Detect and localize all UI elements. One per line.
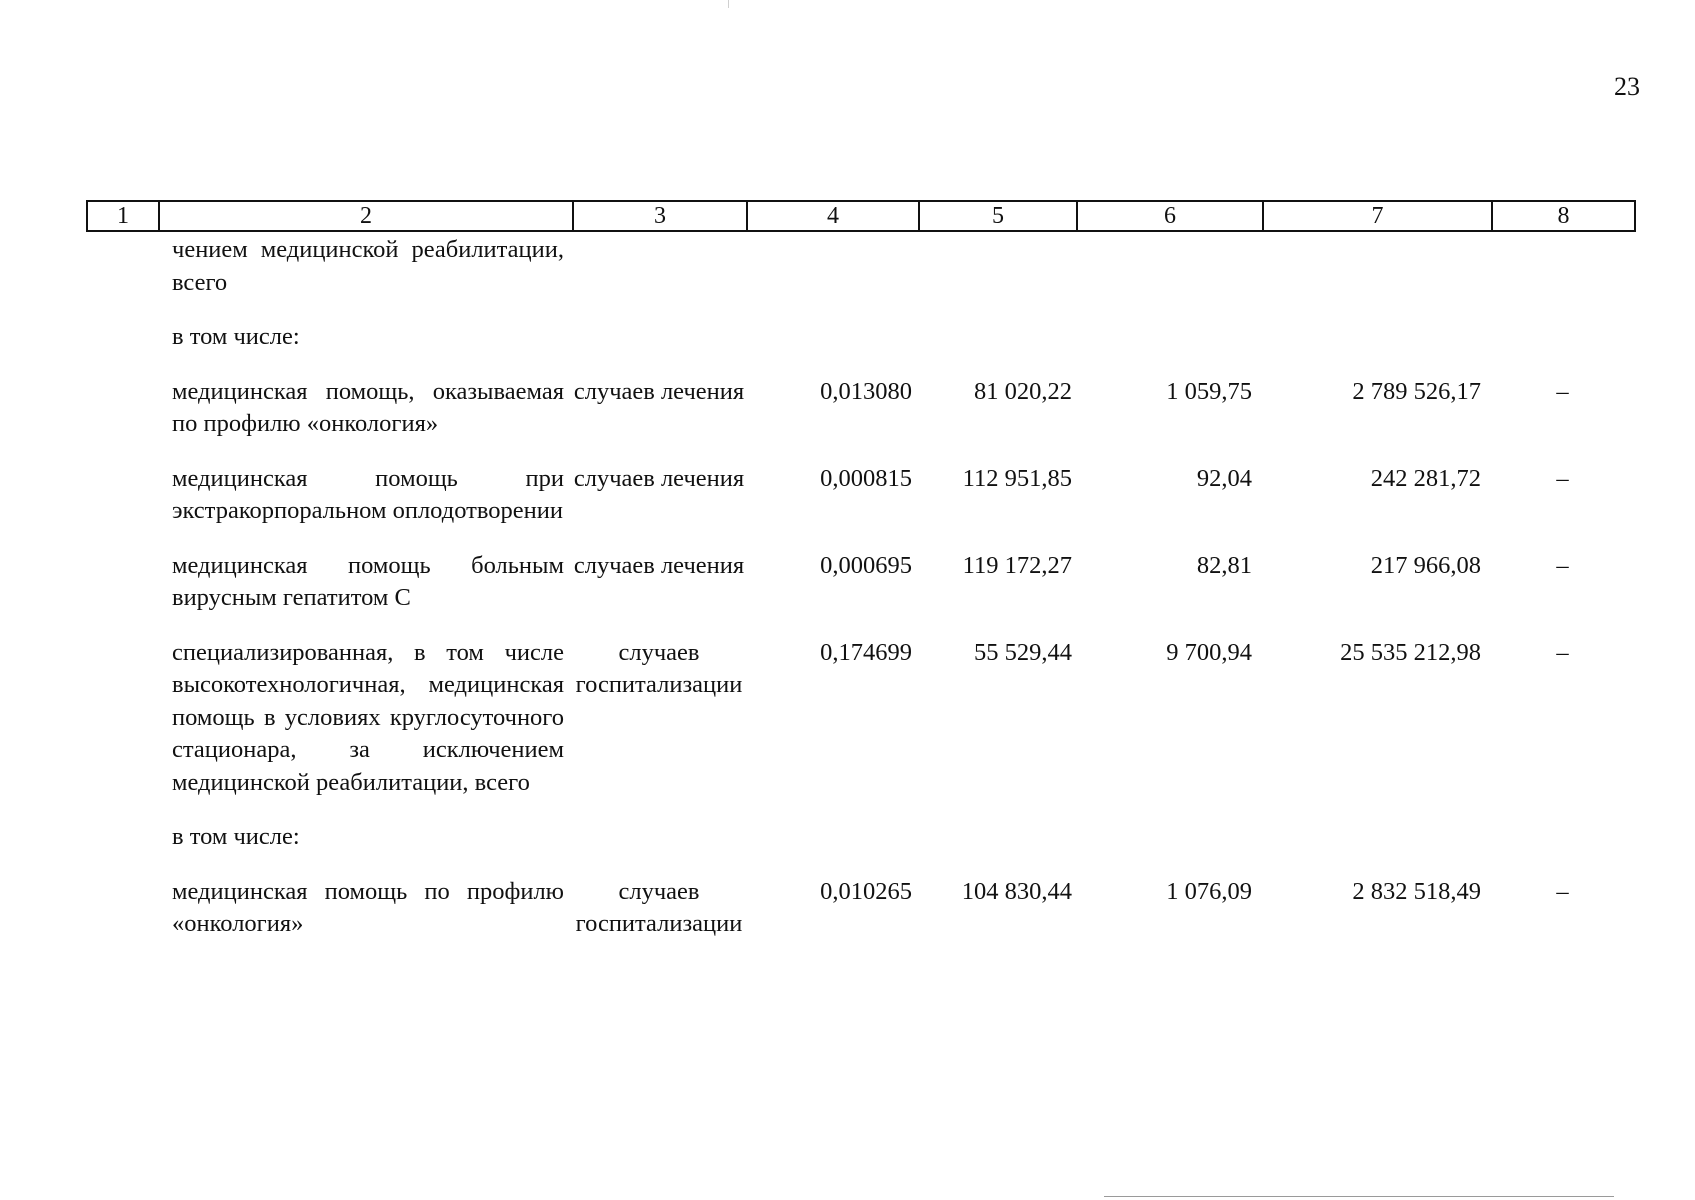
row-norm: 0,174699 <box>820 638 912 666</box>
header-col-3: 3 <box>573 201 747 231</box>
row-col8 <box>1491 321 1634 354</box>
row-cost-per-unit: 81 020,22 <box>974 377 1072 405</box>
row-unit <box>572 321 746 354</box>
row-cost-per-unit <box>918 234 1076 299</box>
row-per-capita: 9 700,94 <box>1166 638 1252 666</box>
row-total: 25 535 212,98 <box>1340 638 1481 666</box>
row-description: медицинская помощь, оказываемая по профилю «онкология» <box>172 377 564 437</box>
row-cost-per-unit: 119 172,27 <box>962 551 1072 579</box>
row-per-capita <box>1076 321 1262 354</box>
row-col8: – <box>1556 877 1569 905</box>
row-per-capita: 1 076,09 <box>1166 877 1252 905</box>
row-description: в том числе: <box>172 323 300 350</box>
row-per-capita: 92,04 <box>1196 464 1252 492</box>
row-col8: – <box>1556 377 1569 405</box>
row-cost-per-unit: 55 529,44 <box>974 638 1072 666</box>
table-row <box>86 321 1634 354</box>
row-unit: случаев госпитализации <box>575 638 743 698</box>
row-unit: случаев лечения <box>573 464 745 492</box>
footer-divider <box>1104 1196 1614 1197</box>
row-col8: – <box>1556 464 1569 492</box>
row-unit <box>572 234 746 299</box>
table-row <box>86 637 1634 800</box>
header-col-1: 1 <box>87 201 159 231</box>
row-norm <box>746 821 918 854</box>
table-row <box>86 234 1634 299</box>
scan-artifact-mark <box>728 0 729 8</box>
header-col-2: 2 <box>159 201 573 231</box>
row-per-capita: 82,81 <box>1196 551 1252 579</box>
row-description: специализированная, в том числе высокотехнологичная, медицинская помощь в условиях круглосуточного стационара, за исключением медицинской реабилитации, всего <box>172 638 564 796</box>
row-per-capita: 1 059,75 <box>1166 377 1252 405</box>
row-cost-per-unit <box>918 821 1076 854</box>
row-norm: 0,000815 <box>820 464 912 492</box>
row-total: 2 789 526,17 <box>1352 377 1481 405</box>
row-description: медицинская помощь по профилю «онкология» <box>172 877 564 937</box>
row-unit: случаев лечения <box>573 377 745 405</box>
row-description: медицинская помощь при экстракорпоральном оплодотворении <box>172 464 564 524</box>
header-col-6: 6 <box>1077 201 1263 231</box>
row-cost-per-unit <box>918 321 1076 354</box>
row-total: 217 966,08 <box>1370 551 1481 579</box>
row-description: в том числе: <box>172 823 300 850</box>
row-description: медицинская помощь больным вирусным гепатитом С <box>172 551 564 611</box>
table-row <box>86 550 1634 615</box>
row-per-capita <box>1076 234 1262 299</box>
data-table <box>86 234 1634 941</box>
table-row <box>86 463 1634 528</box>
row-per-capita <box>1076 821 1262 854</box>
row-norm: 0,013080 <box>820 377 912 405</box>
header-col-7: 7 <box>1263 201 1492 231</box>
row-total <box>1262 821 1491 854</box>
row-description: чением медицинской реабилитации, всего <box>172 236 564 296</box>
row-norm: 0,010265 <box>820 877 912 905</box>
row-norm: 0,000695 <box>820 551 912 579</box>
row-col8 <box>1491 234 1634 299</box>
header-col-5: 5 <box>919 201 1077 231</box>
row-unit: случаев госпитализации <box>575 877 743 937</box>
row-total <box>1262 234 1491 299</box>
row-cost-per-unit: 112 951,85 <box>962 464 1072 492</box>
row-unit: случаев лечения <box>573 551 745 579</box>
table-row <box>86 821 1634 854</box>
page-number: 23 <box>1614 72 1640 101</box>
table-row <box>86 376 1634 441</box>
row-cost-per-unit: 104 830,44 <box>961 877 1072 905</box>
row-norm <box>746 321 918 354</box>
header-col-8: 8 <box>1492 201 1635 231</box>
table-row <box>86 876 1634 941</box>
row-total: 2 832 518,49 <box>1352 877 1481 905</box>
row-col8 <box>1491 821 1634 854</box>
row-unit <box>572 821 746 854</box>
row-norm <box>746 234 918 299</box>
header-col-4: 4 <box>747 201 919 231</box>
column-number-header <box>86 200 1636 232</box>
row-col8: – <box>1556 551 1569 579</box>
row-total <box>1262 321 1491 354</box>
row-col8: – <box>1556 638 1569 666</box>
row-total: 242 281,72 <box>1370 464 1481 492</box>
